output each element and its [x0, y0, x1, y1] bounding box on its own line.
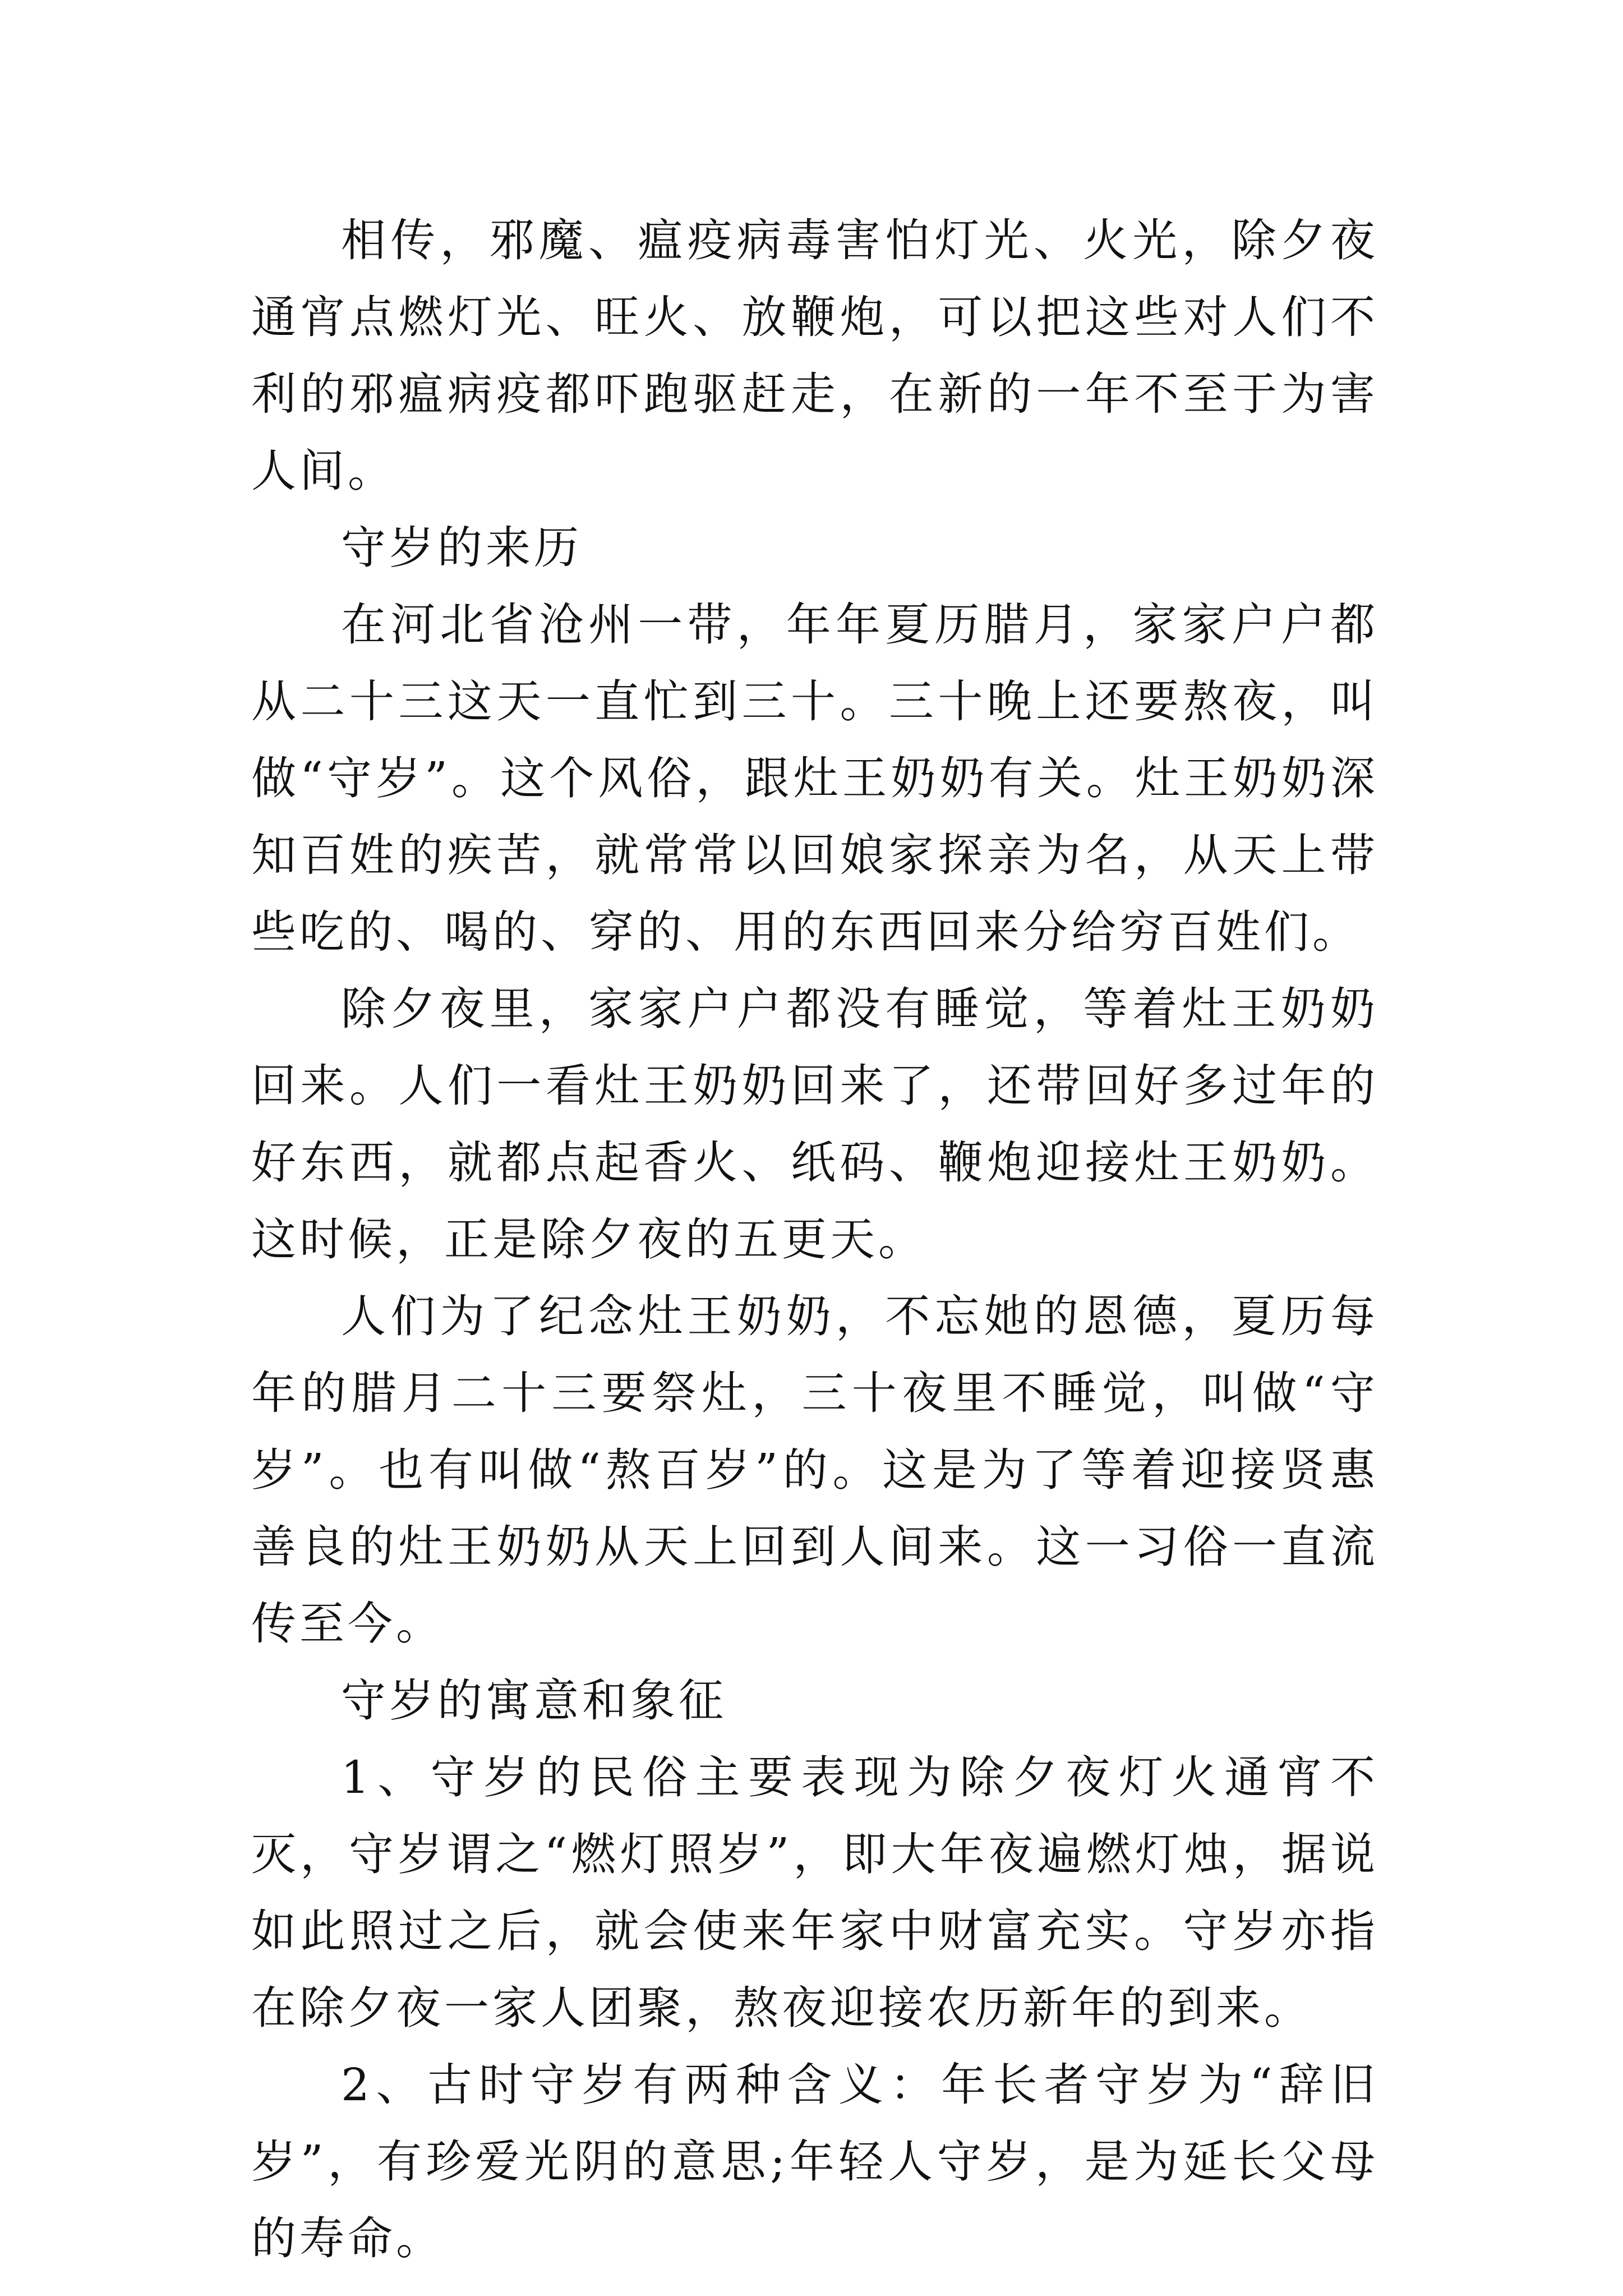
paragraph-origin-3: 人们为了纪念灶王奶奶，不忘她的恩德，夏历每年的腊月二十三要祭灶，三十夜里不睡觉，叫做“守岁”。也有叫做“熬百岁”的。这是为了等着迎接贤惠善良的灶王奶奶从天上回到人间来。这一习俗一直流传至今。	[251, 1290, 1378, 1650]
paragraph-origin-2: 除夕夜里，家家户户都没有睡觉，等着灶王奶奶回来。人们一看灶王奶奶回来了，还带回好多过年的好东西，就都点起香火、纸码、鞭炮迎接灶王奶奶。这时候，正是除夕夜的五更天。	[251, 983, 1378, 1266]
paragraph-meaning-1: 1、守岁的民俗主要表现为除夕夜灯火通宵不灭，守岁谓之“燃灯照岁”，即大年夜遍燃灯烛，据说如此照过之后，就会使来年家中财富充实。守岁亦指在除夕夜一家人团聚，熬夜迎接农历新年的到来。	[251, 1751, 1378, 2034]
document-body	[251, 202, 1378, 2277]
section-heading-origin: 守岁的来历	[341, 522, 582, 574]
section-heading-meaning: 守岁的寓意和象征	[341, 1674, 727, 1727]
paragraph-intro: 相传，邪魔、瘟疫病毒害怕灯光、火光，除夕夜通宵点燃灯光、旺火、放鞭炮，可以把这些对人们不利的邪瘟病疫都吓跑驱赶走，在新的一年不至于为害人间。	[251, 214, 1378, 497]
paragraph-origin-1: 在河北省沧州一带，年年夏历腊月，家家户户都从二十三这天一直忙到三十。三十晚上还要熬夜，叫做“守岁”。这个风俗，跟灶王奶奶有关。灶王奶奶深知百姓的疾苦，就常常以回娘家探亲为名，从天上带些吃的、喝的、穿的、用的东西回来分给穷百姓们。	[251, 599, 1378, 958]
paragraph-meaning-2: 2、古时守岁有两种含义：年长者守岁为“辞旧岁”，有珍爱光阴的意思;年轻人守岁，是为延长父母的寿命。	[251, 2059, 1378, 2265]
